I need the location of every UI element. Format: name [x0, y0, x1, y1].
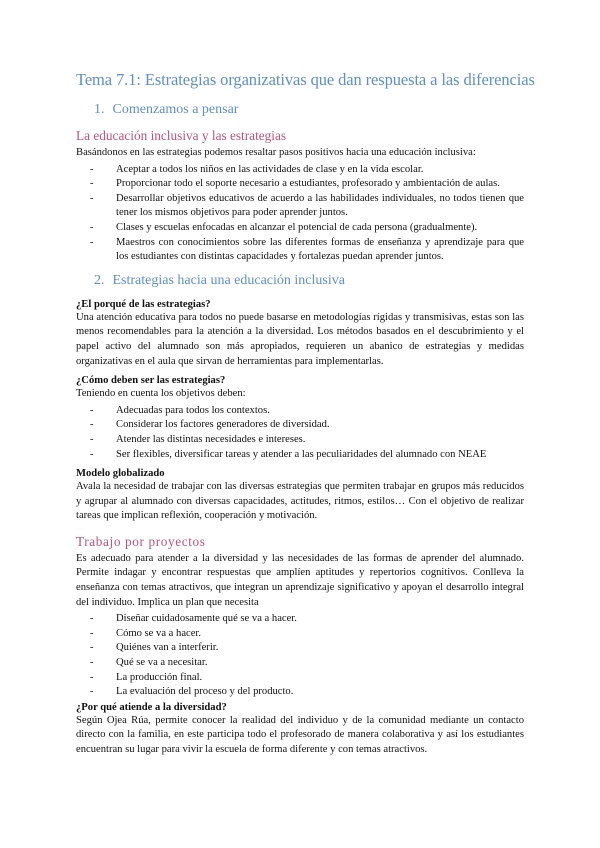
list-item: - Quiénes van a interferir. — [90, 641, 524, 656]
list-item: - Ser flexibles, diversificar tareas y atender a las peculiaridades del alumnado con NEAE — [90, 448, 524, 463]
paragraph: Teniendo en cuenta los objetivos deben: — [76, 388, 246, 400]
paragraph: Avala la necesidad de trabajar con las diversas estrategias que permiten trabajar en grupos más reducidos y agrupar al alumnado con diversas capacidades, actitudes, ritmos, estilos… Con el objetivo de realizar tareas que implican reflexión, cooperación y motivación. — [76, 481, 524, 522]
list-item: - Diseñar cuidadosamente qué se va a hacer. — [90, 612, 524, 627]
section-number: 2. — [94, 272, 105, 288]
subheading-projects: Trabajo por proyectos — [76, 533, 206, 549]
list-item: - Atender las distintas necesidades e intereses. — [90, 433, 524, 448]
list-item: - La producción final. — [90, 671, 524, 686]
subheading-model: Modelo globalizado — [76, 468, 165, 480]
paragraph: Una atención educativa para todos no puede basarse en metodologías rígidas y transmisivas, estas son las menos recomendables para la atención a la diversidad. Los métodos basados en el descubrimiento y el papel activo del alumnado son más apropiados, requieren un abanico de estrategias y medidas organizativas en el aula que sirvan de herramientas para implementarlas. — [76, 311, 524, 367]
subheading-inclusion: La educación inclusiva y las estrategias — [76, 128, 287, 143]
document-title: Tema 7.1: Estrategias organizativas que dan respuesta a las diferencias — [76, 70, 535, 89]
paragraph: Es adecuado para atender a la diversidad y las necesidades de las formas de aprender del alumnado. Permite indagar y encontrar respuestas que amplíen aptitudes y repertorios cognitivos. Conlleva la enseñanza con temas atractivos, que integran un aprendizaje significativo y apoyan el desarrollo integral del individuo. Implica un plan que necesita — [76, 552, 524, 608]
section-number: 1. — [94, 102, 105, 117]
section-title: Comenzamos a pensar — [112, 102, 239, 117]
section-heading-2 — [94, 273, 524, 289]
section-heading-1 — [94, 102, 524, 118]
subheading-why: ¿El porqué de las estrategias? — [76, 298, 211, 310]
list-item: - Adecuadas para todos los contextos. — [90, 404, 524, 419]
list-item: - Considerar los factores generadores de diversidad. — [90, 418, 524, 433]
paragraph: Basándonos en las estrategias podemos resaltar pasos positivos hacia una educación inclusiva: — [76, 147, 476, 158]
list-item: - Desarrollar objetivos educativos de acuerdo a las habilidades individuales, no todos tienen que tener los mismos objetivos para poder aprender juntos. — [90, 192, 524, 221]
list-item: - Qué se va a necesitar. — [90, 656, 524, 671]
list-item: - Aceptar a todos los niños en las actividades de clase y en la vida escolar. — [90, 163, 524, 178]
bullet-list — [76, 163, 524, 265]
list-item: - Maestros con conocimientos sobre las diferentes formas de enseñanza y aprendizaje para que los estudiantes con distintas capacidades y fortalezas puedan aprender juntos. — [90, 236, 524, 265]
subheading-diversity: ¿Por qué atiende a la diversidad? — [76, 701, 227, 713]
bullet-list — [76, 404, 524, 462]
list-item: - La evaluación del proceso y del producto. — [90, 685, 524, 700]
subheading-how: ¿Cómo deben ser las estrategias? — [76, 375, 226, 387]
list-item: - Cómo se va a hacer. — [90, 627, 524, 642]
bullet-list — [76, 612, 524, 700]
paragraph: Según Ojea Rúa, permite conocer la realidad del individuo y de la comunidad mediante un contacto directo con la familia, en este participa todo el profesorado de manera colaborativa y así los estudiantes encuentran su lugar para vivir la escuela de forma diferente y con temas atractivos. — [76, 714, 524, 755]
list-item: - Proporcionar todo el soporte necesario a estudiantes, profesorado y ambientación de aulas. — [90, 177, 524, 192]
section-title: Estrategias hacia una educación inclusiva — [112, 272, 345, 288]
list-item: - Clases y escuelas enfocadas en alcanzar el potencial de cada persona (gradualmente). — [90, 221, 524, 236]
